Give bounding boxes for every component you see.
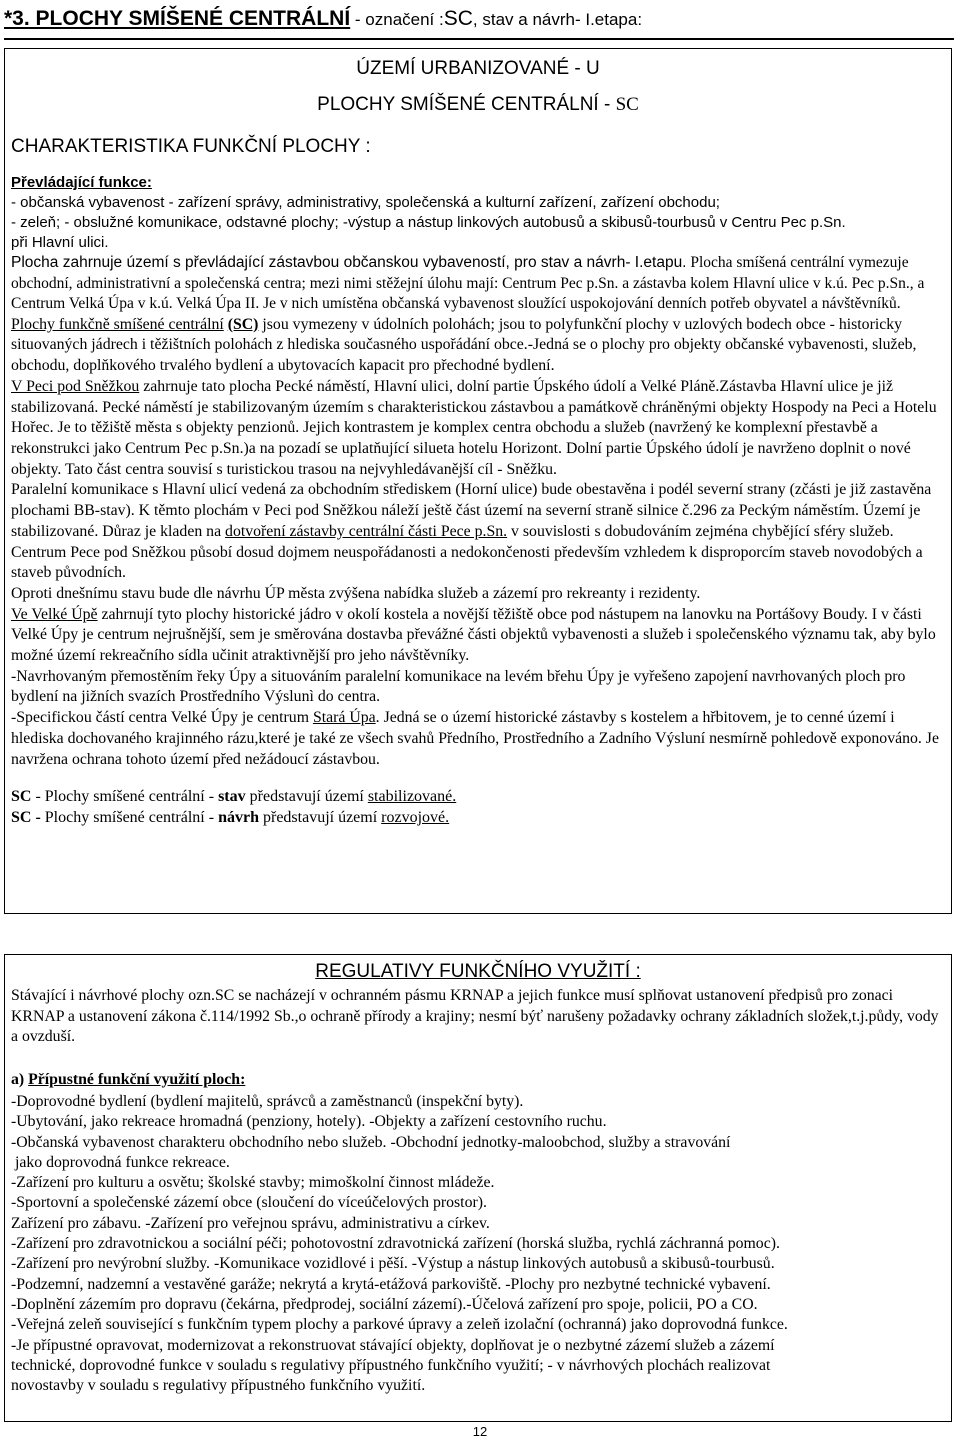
predominant-function-line: při Hlavní ulici. bbox=[11, 234, 109, 251]
summary-label: Plochy smíšené centrální - bbox=[40, 809, 219, 827]
definition-code: (SC) bbox=[227, 315, 259, 333]
scope-paragraph bbox=[11, 253, 943, 315]
page-number: 12 bbox=[472, 1424, 488, 1439]
permitted-use-line: -Doprovodné bydlení (bydlení majitelů, správců a zaměstnanců (inspekční byty). bbox=[11, 1093, 524, 1110]
section-heading bbox=[4, 4, 954, 40]
permitted-use-heading bbox=[11, 1070, 943, 1091]
summary-line-navrh bbox=[11, 807, 943, 828]
characteristic-heading: CHARAKTERISTIKA FUNKČNÍ PLOCHY : bbox=[11, 136, 371, 157]
summary-status: návrh bbox=[218, 809, 259, 827]
summary-type: stabilizované. bbox=[367, 788, 457, 806]
permitted-use-line: -Občanská vybavenost charakteru obchodního nebo služeb. -Obchodní jednotky-maloobchod, služby a stravování bbox=[11, 1133, 731, 1151]
section-heading-title: *3. PLOCHY SMÍŠENÉ CENTRÁLNÍ bbox=[4, 7, 351, 30]
area-title-text: PLOCHY SMÍŠENÉ CENTRÁLNÍ - bbox=[317, 94, 616, 115]
emphasis-phrase: dotvoření zástavby centrální části Pece p.Sn. bbox=[225, 522, 508, 540]
predominant-function-line: - zeleň; - obslužné komunikace, odstavné plochy; -výstup a nástup linkových autobusů a skibusů-tourbusů v Centru Pec p.Sn. bbox=[11, 214, 846, 231]
summary-status: stav bbox=[218, 788, 246, 806]
pec-paragraph bbox=[11, 377, 943, 481]
predominant-function-line: - občanská vybavenost - zařízení správy, administrativy, společenská a kulturní zařízení, zařízení obchodu; bbox=[11, 194, 720, 211]
territory-title: ÚZEMÍ URBANIZOVANÉ - U bbox=[356, 58, 600, 79]
area-title bbox=[5, 93, 951, 117]
stara-upa-paragraph bbox=[11, 708, 943, 770]
section-heading-status: , stav a návrh- I.etapa: bbox=[472, 10, 643, 29]
permitted-use-line: -Veřejná zeleň související s funkčním typem plochy a parkové úpravy a zeleň izolační (ochranná) jako doprovodná funkce. bbox=[11, 1316, 788, 1334]
permitted-use-line: -Sportovní a společenské zázemí obce (sloučení do víceúčelových prostor). bbox=[11, 1194, 487, 1212]
pec-location: V Peci pod Sněžkou bbox=[11, 377, 140, 395]
definition-paragraph bbox=[11, 315, 943, 377]
summary-label: - Plochy smíšené centrální - bbox=[31, 788, 219, 806]
permitted-use-line: -Zařízení pro nevýrobní služby. -Komunikace vozidlové i pěší. -Výstup a nástup linkových autobusů a skibusů-tourbusů. bbox=[11, 1255, 775, 1273]
permitted-use-line: jako doprovodná funkce rekreace. bbox=[11, 1153, 230, 1171]
summary-code: SC - bbox=[11, 809, 41, 827]
parallel-road-text-continued: v souvislosti s dobudováním zejména chybějící sféry služeb. Centrum Pece pod Sněžkou působí dosud dojmem neuspořádanosti a nedokončenosti především vzhledem k disproporcím staveb novodobých a staveb původních. bbox=[11, 522, 923, 582]
pec-text: zahrnuje tato plocha Pecké náměstí, Hlavní ulici, dolní partie Úpského údolí a Velké Pláně.Zástavba Hlavní ulice je již stabilizovaná. Pecké náměstí je stabilizovaným územím s charakteristickou zástavbou a památkově chráněnými objekty Hospody na Peci a Hotelu Hořec. Je to těžiště města s objekty penzionů. Jejich kontrastem je komplex centra obchodu a služeb (navržený ke komplexní přestavbě a rekonstrukci jako Centrum Pec p.Sn.)a na pozadí se uplatňující silueta hotelu Horizont. Dolní partie Úpského údolí je navrženo doplnit o nové objekty. Tato část centra souvisí s turistickou trasou na nejvyhledávanější cíl - Sněžku. bbox=[11, 377, 937, 478]
permitted-use-list bbox=[11, 1092, 943, 1396]
permitted-use-line: technické, doprovodné funkce v souladu s regulativy přípustného funkčního využití; - v návrhových plochách realizovat bbox=[11, 1356, 771, 1374]
centers-sentence: Plocha smíšená centrální vymezuje obchodní, administrativní a společenská centra; mezi nimi stěžejní úlohu mají: Centrum Pec p.Sn. a zástavba kolem Hlavní ulice v k.ú. Pec p.Sn., a Centrum Velká Úpa v k.ú. Velká Úpa II. Je v nich umístěna občanská vybavenost sloužící uspokojování denních potřeb obyvatel a návštěvníků. bbox=[11, 254, 925, 313]
summary-line-stav bbox=[11, 786, 943, 807]
section-heading-label: - označení : bbox=[350, 10, 444, 29]
permitted-use-line: novostavby v souladu s regulativy přípustného funkčního využití. bbox=[11, 1377, 426, 1395]
permitted-use-marker: a) bbox=[11, 1070, 29, 1088]
services-paragraph: Oproti dnešnímu stavu bude dle návrhu ÚP města zvýšena nabídka služeb a zázemí pro rekreanty i rezidenty. bbox=[11, 584, 701, 602]
definition-term: Plochy funkčně smíšené centrální bbox=[11, 315, 224, 333]
velka-upa-location: Ve Velké Úpě bbox=[11, 605, 98, 623]
regulations-title: REGULATIVY FUNKČNÍHO VYUŽITÍ : bbox=[315, 961, 641, 982]
summary-type: rozvojové. bbox=[381, 809, 450, 827]
status-summary bbox=[11, 786, 943, 828]
velka-upa-text: zahrnují tyto plochy historické jádro v okolí kostela a novější těžiště obce pod nástupem na lanovku na Portášovy Boudy. I v části Velké Úpy je centrum nejrušnější, sem je směrována dostavba převážné části objektů vybavenosti a služeb i společenského významu tak, aby bylo možné území rekreačního sídla učinit atraktivnější pro jeho návštěvníky. bbox=[11, 605, 936, 665]
permitted-use-line: -Zařízení pro zdravotnickou a sociální péči; pohotovostní zdravotnická zařízení (horská služba, rychlá záchranná pomoc). bbox=[11, 1235, 780, 1253]
stara-upa-text: -Specifickou částí centra Velké Úpy je centrum bbox=[11, 709, 313, 727]
stara-upa-text-continued: . Jedná se o území historické zástavby s kostelem a hřbitovem, je to cenné území i hlediska dochovaného krajinného rázu,které je také ze všech svahů Předního, Prostředního a Zadního Výsluní nesmírně pohledově exponováno. Je navržena ochrana tohoto území před nežádoucí zástavbou. bbox=[11, 709, 939, 768]
regulations-intro: Stávající i návrhové plochy ozn.SC se nacházejí v ochranném pásmu KRNAP a jejich funkce musí splňovat ustanovení předpisů pro zonaci KRNAP a ustanovení zákona č.114/1992 Sb.,o ochraně přírody a krajiny; nesmí býť narušeny požadavky ochrany základních složek,t.j.půdy, vody a ovzduší. bbox=[11, 987, 939, 1045]
summary-code: SC bbox=[11, 788, 32, 806]
summary-text: představují území bbox=[245, 788, 368, 806]
parallel-road-text: Paralelní komunikace s Hlavní ulicí vedená za obchodním střediskem (Horní ulice) bude obestavěna i podél severní strany (zčásti je již zastavěna plochami BB-stav). K těmto plochám v Peci pod Sněžkou náleží ještě část území na severní straně silnice č.296 za Peckým náměstím. Území je stabilizované. Důraz je kladen na bbox=[11, 481, 932, 540]
permitted-use-title: Přípustné funkční využití ploch: bbox=[28, 1070, 246, 1088]
parallel-road-paragraph bbox=[11, 480, 943, 584]
scope-sentence: Plocha zahrnuje území s převládající zástavbou občanskou vybaveností, pro stav a návrh- I.etapu. bbox=[11, 254, 687, 271]
permitted-use-line: -Je přípustné opravovat, modernizovat a rekonstruovat stávající objekty, doplňovat je o nezbytné zázemí služeb a zázemí bbox=[11, 1336, 775, 1354]
permitted-use-line: Zařízení pro zábavu. -Zařízení pro veřejnou správu, administrativu a církev. bbox=[11, 1214, 490, 1232]
description-body bbox=[11, 315, 943, 770]
stara-upa-location: Stará Úpa bbox=[312, 709, 376, 727]
regulations-box bbox=[4, 954, 952, 1422]
bridge-paragraph: -Navrhovaným přemostěním řeky Úpy a situováním paralelní komunikace na levém břehu Úpy je vyřešeno zapojení navrhovaných ploch pro bydlení na jižních svazích Prostředního Výslunì do centra. bbox=[11, 667, 906, 706]
permitted-use-line: -Podzemní, nadzemní a vestavěné garáže; nekrytá a krytá-etážová parkoviště. -Plochy pro nezbytné technické vybavení. bbox=[11, 1275, 771, 1293]
permitted-use-line: -Doplnění zázemím pro dopravu (čekárna, předprodej, sociální zázemí).-Účelová zařízení pro spoje, policii, PO a CO. bbox=[11, 1295, 758, 1313]
predominant-functions-heading: Převládající funkce: bbox=[11, 174, 152, 191]
definition-text: jsou vymezeny v údolních polohách; jsou to polyfunkční plochy v uzlových bodech obce - historicky situovaných jádrech i těžištních polohách z hlediska současného uspořádání obce.-Jedná se o plochy pro objekty občanské vybavenosti, služeb, obchodu, doplňkového trvalého bydlení a ubytovacích kapacit pro přechodné bydlení. bbox=[11, 315, 917, 375]
predominant-functions-list bbox=[11, 193, 941, 253]
permitted-use-line: -Ubytování, jako rekreace hromadná (penziony, hotely). -Objekty a zařízení cestovního ruchu. bbox=[11, 1113, 607, 1131]
permitted-use-line: -Zařízení pro kulturu a osvětu; školské stavby; mimoškolní činnost mládeže. bbox=[11, 1174, 495, 1192]
summary-text: představují území bbox=[258, 809, 382, 827]
area-title-code: SC bbox=[615, 94, 639, 115]
characteristic-box bbox=[4, 48, 952, 914]
velka-upa-paragraph bbox=[11, 605, 943, 667]
section-heading-code: SC bbox=[443, 7, 473, 30]
